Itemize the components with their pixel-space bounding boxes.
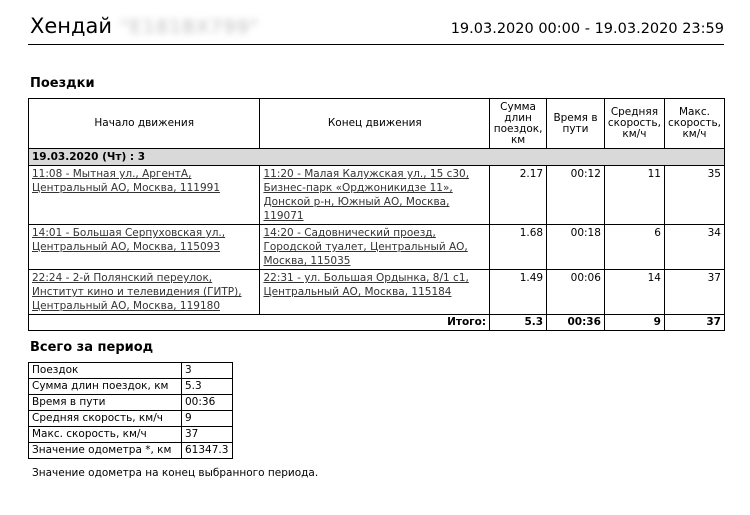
total-distance: 5.3 [490, 315, 547, 331]
trip-duration: 00:06 [547, 270, 605, 315]
trips-section-title: Поездки [30, 76, 95, 91]
summary-label: Средняя скорость, км/ч [29, 411, 182, 427]
day-label: 19.03.2020 (Чт) : 3 [29, 149, 725, 166]
totals-row [29, 315, 725, 331]
summary-row [29, 379, 233, 395]
day-group-row [29, 149, 725, 166]
trip-avg-speed: 6 [604, 225, 664, 270]
trip-max-speed: 34 [664, 225, 724, 270]
col-start: Начало движения [29, 99, 260, 149]
trip-max-speed: 35 [664, 166, 724, 225]
summary-table [28, 362, 233, 459]
summary-label: Время в пути [29, 395, 182, 411]
plate-number-blurred: "Е181ВХ799" [120, 16, 260, 38]
summary-label: Значение одометра *, км [29, 443, 182, 459]
summary-value: 3 [182, 363, 233, 379]
trip-avg-speed: 11 [604, 166, 664, 225]
trip-end-link[interactable]: 11:20 - Малая Калужская ул., 15 с30, Бизнес-парк «Орджоникидзе 11», Донской р-н, Южный АО, Москва, 119071 [263, 168, 470, 222]
col-max-speed: Макс. скорость, км/ч [664, 99, 724, 149]
col-duration: Время в пути [547, 99, 605, 149]
summary-value: 00:36 [182, 395, 233, 411]
report-title [30, 14, 259, 38]
summary-row [29, 395, 233, 411]
report-period: 19.03.2020 00:00 - 19.03.2020 23:59 [450, 21, 724, 37]
trip-end-link[interactable]: 14:20 - Садовнический проезд, Городской туалет, Центральный АО, Москва, 115035 [263, 227, 468, 267]
trip-distance: 1.68 [490, 225, 547, 270]
summary-label: Поездок [29, 363, 182, 379]
summary-value: 37 [182, 427, 233, 443]
totals-label: Итого: [29, 315, 490, 331]
summary-row [29, 411, 233, 427]
trip-avg-speed: 14 [604, 270, 664, 315]
summary-label: Сумма длин поездок, км [29, 379, 182, 395]
trips-table [28, 98, 725, 331]
total-avg-speed: 9 [604, 315, 664, 331]
table-row [29, 166, 725, 225]
summary-row [29, 363, 233, 379]
report-header [28, 10, 724, 45]
trips-header-row [29, 99, 725, 149]
trip-duration: 00:12 [547, 166, 605, 225]
col-distance: Сумма длин поездок, км [490, 99, 547, 149]
trip-end-link[interactable]: 22:31 - ул. Большая Ордынка, 8/1 с1, Центральный АО, Москва, 115184 [263, 272, 469, 298]
total-max-speed: 37 [664, 315, 724, 331]
summary-section-title: Всего за период [30, 340, 154, 355]
trip-distance: 2.17 [490, 166, 547, 225]
trip-distance: 1.49 [490, 270, 547, 315]
summary-label: Макс. скорость, км/ч [29, 427, 182, 443]
col-end: Конец движения [260, 99, 490, 149]
summary-value: 61347.3 [182, 443, 233, 459]
vehicle-name: Хендай [30, 14, 113, 38]
trip-start-link[interactable]: 22:24 - 2-й Полянский переулок, Институт кино и телевидения (ГИТР), Центральный АО, Москва, 119180 [32, 272, 242, 312]
trip-start-link[interactable]: 14:01 - Большая Серпуховская ул., Центральный АО, Москва, 115093 [32, 227, 226, 253]
trip-max-speed: 37 [664, 270, 724, 315]
summary-row [29, 443, 233, 459]
summary-value: 9 [182, 411, 233, 427]
table-row [29, 270, 725, 315]
col-avg-speed: Средняя скорость, км/ч [604, 99, 664, 149]
summary-value: 5.3 [182, 379, 233, 395]
table-row [29, 225, 725, 270]
trip-duration: 00:18 [547, 225, 605, 270]
trip-start-link[interactable]: 11:08 - Мытная ул., АргентА, Центральный АО, Москва, 111991 [32, 168, 221, 194]
summary-row [29, 427, 233, 443]
total-duration: 00:36 [547, 315, 605, 331]
odometer-footnote: Значение одометра на конец выбранного периода. [32, 467, 319, 479]
